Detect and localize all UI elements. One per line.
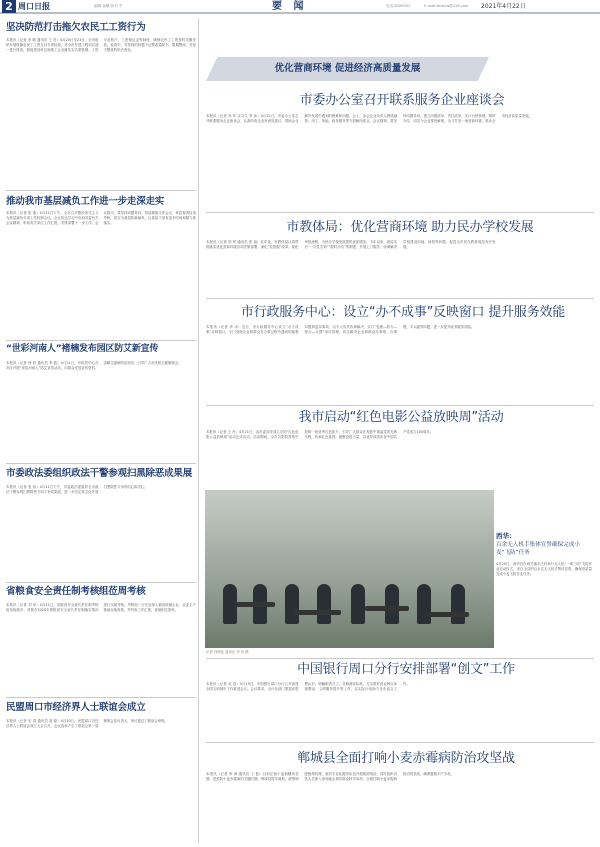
editor-line: 编辑 崔曦 校对 牛 <box>94 4 123 8</box>
newspaper-name: 周口日报 <box>18 2 50 11</box>
news-photo <box>205 490 494 648</box>
article-body-left-3: 本报讯（记者 徐 松 通讯员 李 振）4月21日，市疾控中心在市区开展“世彩河南人”防艾宣传活动，向群众发放宣传资料，讲解艾滋病防治知识，引导广大市民树立健康理念。 <box>6 361 182 370</box>
headline-main-4: 我市启动“红色电影公益放映周”活动 <box>298 410 504 425</box>
photo-caption-subtitle: 百余无人机手集体宣誓确保完成小麦“飞防”任务 <box>496 542 580 556</box>
photo-credit: 记者 孙德征 通讯员 李 伟 摄 <box>206 650 249 654</box>
divider <box>206 405 594 406</box>
article-body-main-5: 本报讯（记者 吴 春）4月19日，中国银行周口分行召开创建全国文明城市工作推进会议。会议要求，全行各部门要提高思想认识，明确职责分工，对照测评标准，扎实做好营业网点环境整治、文明服务提升等工作，以实际行动助力全市创文工作。 <box>206 682 410 691</box>
article-body-left-1: 本报讯（记者 李 顺 通讯员 王 亮）4月20日至23日，全市组织开展保障农民工工资支付专项检查。对全市在建工程项目逐一进行排查，督促建设单位和施工企业落实实名制管理、工资专用账户、工资保证金等制度，确保农民工工资按时足额发放。检查中，对发现的问题下达整改通知书，限期整改，对拒不整改的依法查处。 <box>6 38 196 52</box>
headline-left-4: 市委政法委组织政法干警参观扫黑除恶成果展 <box>6 468 193 479</box>
divider <box>206 742 594 743</box>
divider <box>206 298 594 299</box>
photo-figure <box>285 584 299 624</box>
divider <box>6 190 196 191</box>
divider <box>6 463 196 464</box>
article-body-main-4: 本报讯（记者 王 丹）4月21日，由市委宣传部主办的“红色电影公益放映周”活动正式启动。活动期间，全市各影院将集中放映一批优秀红色影片，引导广大群众在观影中重温党的光辉历程，传承红色基因，凝聚奋进力量，以优异成绩庆祝中国共产党成立100周年。 <box>206 430 434 439</box>
column-divider <box>198 18 199 843</box>
page-number: 2 <box>2 0 16 13</box>
photo-caption-body: 4月20日，西华县在城关镇丰庄村举行无人机“一喷三防”飞防作业启动仪式，来自全县的百余名无人机手集体宣誓，确保高质量完成小麦飞防作业任务。 <box>496 562 592 576</box>
article-body-left-6: 本报讯（记者 吴 春 通讯员 高 磊）4月20日，民盟周口市经济界人士联谊会成立大会召开。会议选举产生了联谊会第一届理事会及负责人，审议通过了联谊会章程。 <box>6 719 168 728</box>
section-title: 要 闻 <box>272 1 308 12</box>
photo-figure <box>451 584 465 624</box>
headline-main-5: 中国银行周口分行安排部署“创文”工作 <box>297 662 515 677</box>
headline-left-1: 坚决防范打击拖欠农民工工资行为 <box>6 22 146 33</box>
headline-main-2: 市教体局：优化营商环境 助力民办学校发展 <box>286 220 534 235</box>
photo-figure <box>417 584 431 624</box>
divider <box>206 212 594 213</box>
headline-main-6: 郸城县全面打响小麦赤霉病防治攻坚战 <box>297 751 515 766</box>
article-body-main-1: 本报讯（记者 刘 华 实习生 李 冰）4月21日，市委办公室召开联系服务企业座谈会，认真听取企业家意见建议，帮助企业解决发展中遇到的困难和问题。会上，参会企业负责人围绕融资、用工、用地、政务服务等方面畅所欲言。会议强调，要坚持问题导向，建立问题清单、责任清单，实行台账管理，限时办结，切实为企业排忧解难，全力打造一流营商环境，推动全市经济高质量发展。 <box>206 114 533 123</box>
photo-caption-title: 西华： <box>496 532 516 540</box>
email-line: E-mail:zkrbyw@126.com <box>424 4 469 8</box>
divider <box>6 697 196 698</box>
photo-figure <box>351 584 365 624</box>
drone-shape <box>427 612 469 617</box>
drone-shape <box>235 602 275 607</box>
photo-figure <box>385 584 399 624</box>
article-body-left-4: 本报讯（记者 张 伟）4月21日下午，市委政法委组织全市政法干警参观扫黑除恶专项斗争成果展，进一步坚定常态化开展扫黑除恶斗争的信心和决心。 <box>6 485 148 494</box>
article-body-main-3: 本报讯（记者 李 冰）近日，市行政服务中心设立“办不成事”反映窗口，专门受理企业和群众在办事过程中遇到的疑难问题和复杂事项，由专人负责协调解决，实行“受理—转办—督办—反馈”闭环管理，切实解决企业和群众办事难、办事慢、多头跑等问题，进一步提升政务服务效能。 <box>206 325 475 334</box>
theme-banner: 优化营商环境 促进经济高质量发展 <box>274 63 421 74</box>
issue-date: 2021年4月22日 <box>481 3 526 10</box>
drone-shape <box>295 610 341 615</box>
headline-main-3: 市行政服务中心：设立“办不成事”反映窗口 提升服务效能 <box>240 305 566 320</box>
headline-left-5: 省粮食安全责任制考核组莅周考核 <box>6 586 146 597</box>
headline-main-1: 市委办公室召开联系服务企业座谈会 <box>299 93 505 108</box>
divider <box>6 340 196 341</box>
phone-line: 电话:8399002 <box>386 4 411 8</box>
divider <box>206 658 594 659</box>
headline-left-2: 推动我市基层减负工作进一步走深走实 <box>6 196 165 207</box>
masthead <box>0 0 600 14</box>
article-body-main-6: 本报讯（记者 李 涛 通讯员 王 磊）目前正值小麦抽穗扬花期，是预防小麦赤霉病的关键时期。郸城县提早谋划，统筹调配植保机械，组织专业化服务队伍开展统防统治，同时组织农技人员深入田间地头指导群众科学用药，全面打响小麦赤霉病防治攻坚战，确保夏粮丰产丰收。 <box>206 772 454 781</box>
headline-left-3: “世彩河南人”褚楠发布园区防艾新宣传 <box>6 344 159 354</box>
photo-figure <box>317 584 331 624</box>
article-body-left-2: 本报讯（记者 张 燕）4月21日下午，全市召开整治形式主义为基层减负专项工作机制会议。会议传达学习中央和省委有关会议精神，听取有关单位工作汇报，安排部署下一步工作。会议指出，要坚持问题导向，持续精简文件会议，规范督查检查考核，切实为基层松绑减负，让基层干部有更多时间和精力抓落实。 <box>6 211 196 225</box>
article-body-left-5: 本报讯（记者 刘 华）4月21日，省粮食安全省长责任制考核组莅临我市，对我市2020年度粮食安全省长责任制落实情况进行实地考核。考核组一行先后深入粮食收储企业、农业生产基地实地查看，并听取工作汇报，查阅相关资料。 <box>6 603 196 612</box>
divider <box>6 582 196 583</box>
article-body-main-2: 本报讯（记者 刘 军 通讯员 张 旭）近年来，市教体局认真贯彻落实优化营商环境各项决策部署，深化“放管服”改革，简化审批流程，为民办学校发展提供优质服务。今年以来，该局实行“一次性告知”“限时办结”等制度，开展上门服务，协调解决学校建设用地、师资等问题，促进全市民办教育规范有序发展。 <box>206 240 496 249</box>
headline-left-6: 民盟周口市经济界人士联谊会成立 <box>6 702 146 713</box>
drone-shape <box>365 606 409 611</box>
